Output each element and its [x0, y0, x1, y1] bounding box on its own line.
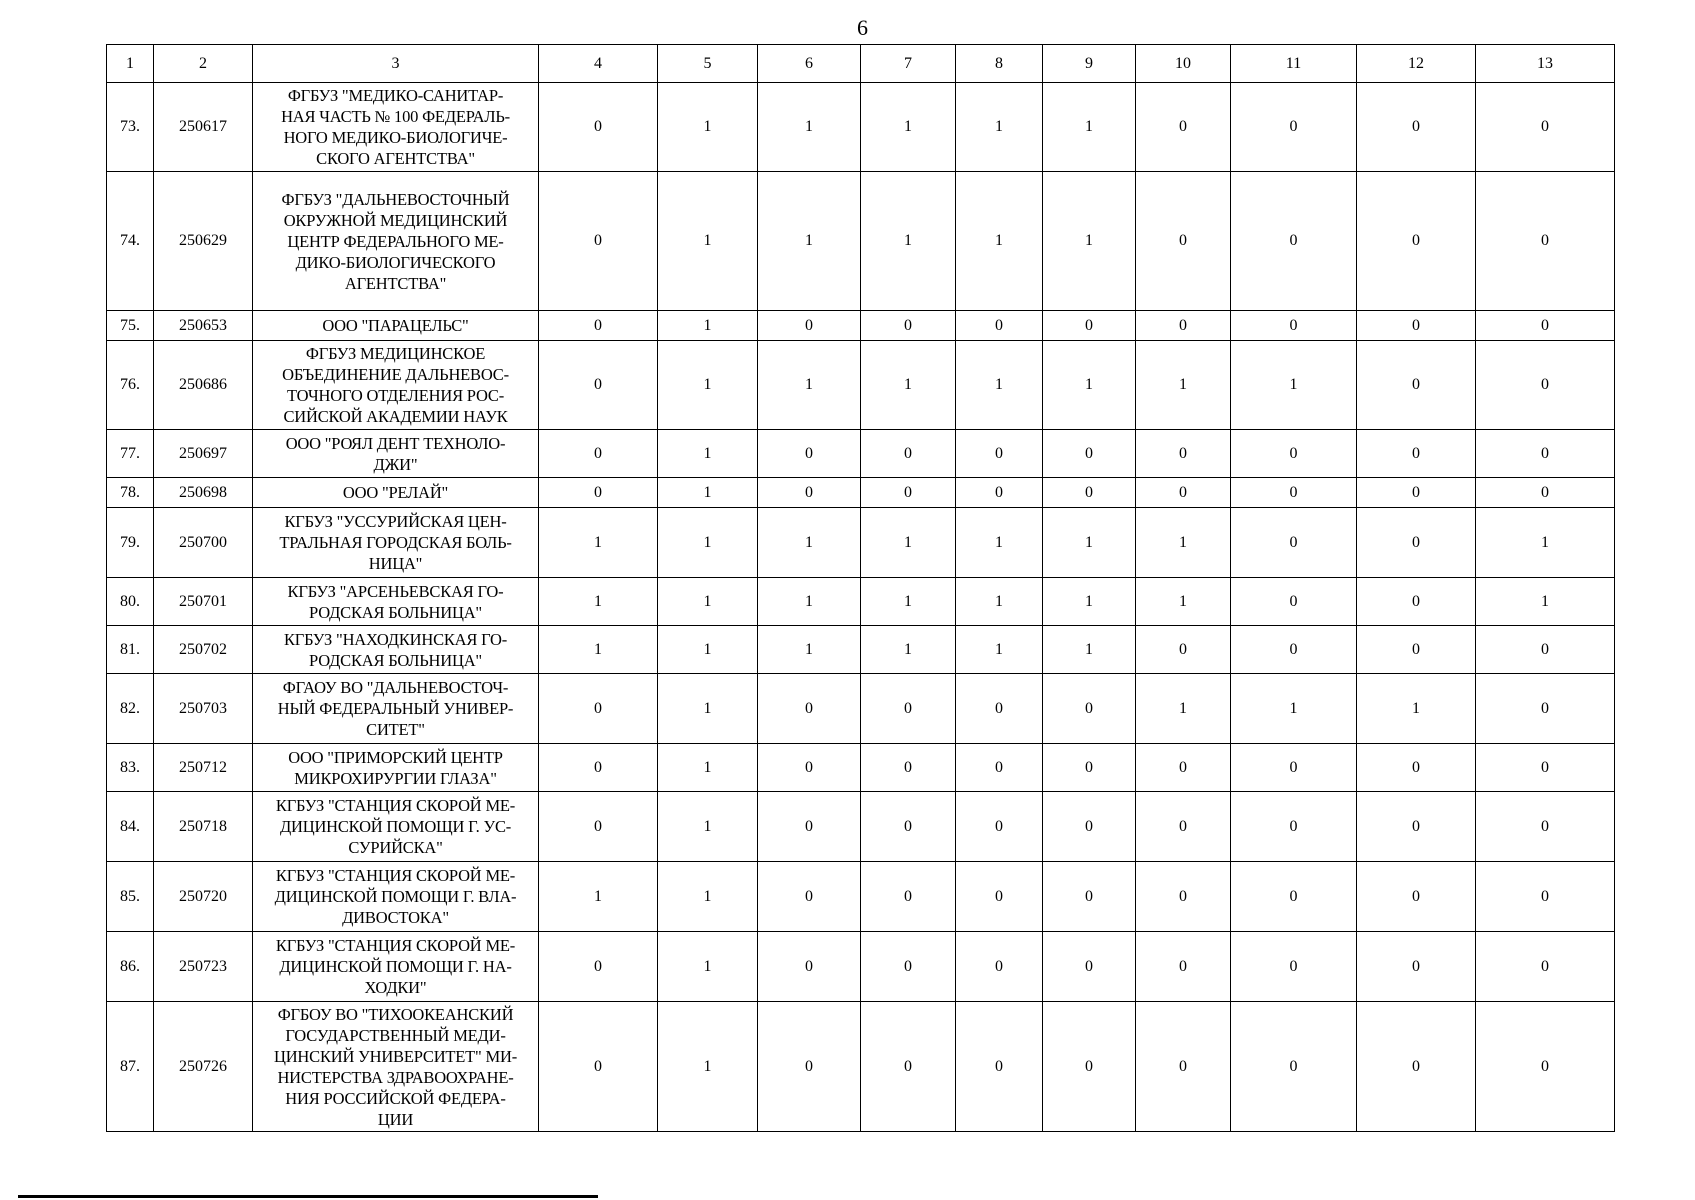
- value-cell: 1: [658, 430, 758, 478]
- table-body: [107, 83, 1615, 1132]
- table-row: [107, 932, 1615, 1002]
- org-name-line: КГБУЗ "СТАНЦИЯ СКОРОЙ МЕ-: [275, 866, 516, 885]
- org-name-line: НОГО МЕДИКО-БИОЛОГИЧЕ-: [283, 128, 508, 147]
- value-cell: 1: [1043, 341, 1136, 430]
- value-cell: 0: [539, 674, 658, 744]
- row-number-cell: 74.: [107, 172, 154, 311]
- org-name-line: ООО "ПАРАЦЕЛЬС": [322, 316, 469, 335]
- value-cell: 0: [758, 792, 861, 862]
- value-cell: 1: [861, 172, 956, 311]
- value-cell: 1: [658, 578, 758, 626]
- value-cell: 1: [1043, 83, 1136, 172]
- org-name-line: ТРАЛЬНАЯ ГОРОДСКАЯ БОЛЬ-: [279, 533, 512, 552]
- value-cell: 0: [1231, 172, 1357, 311]
- value-cell: 0: [956, 862, 1043, 932]
- value-cell: 0: [1231, 83, 1357, 172]
- value-cell: 0: [539, 311, 658, 341]
- header-cell: 3: [253, 45, 539, 83]
- value-cell: 1: [956, 626, 1043, 674]
- value-cell: 0: [956, 1002, 1043, 1132]
- org-name-line: ООО "РОЯЛ ДЕНТ ТЕХНОЛО-: [285, 433, 506, 453]
- org-name-line: ДИКО-БИОЛОГИЧЕСКОГО: [295, 252, 496, 272]
- value-cell: 0: [956, 311, 1043, 341]
- value-cell: 0: [861, 1002, 956, 1132]
- value-cell: 0: [1136, 744, 1231, 792]
- value-cell: 1: [1231, 674, 1357, 744]
- org-name-cell: [253, 341, 539, 430]
- org-code-cell: 250686: [154, 341, 253, 430]
- org-code-cell: 250617: [154, 83, 253, 172]
- table-row: [107, 430, 1615, 478]
- org-name-line: ФГБУЗ "МЕДИКО-САНИТАР-: [287, 86, 504, 105]
- value-cell: 0: [1357, 172, 1476, 311]
- value-cell: 0: [1043, 932, 1136, 1002]
- org-name-line: ДИВОСТОКА": [342, 908, 449, 927]
- value-cell: 0: [1136, 83, 1231, 172]
- value-cell: 0: [861, 674, 956, 744]
- value-cell: 0: [1136, 626, 1231, 674]
- value-cell: 1: [658, 792, 758, 862]
- value-cell: 0: [1231, 311, 1357, 341]
- table-row: [107, 508, 1615, 578]
- org-name-line: ООО "РЕЛАЙ": [342, 483, 449, 502]
- value-cell: 0: [1476, 744, 1615, 792]
- org-name-line: ГОСУДАРСТВЕННЫЙ МЕДИ-: [285, 1025, 506, 1045]
- value-cell: 1: [1136, 578, 1231, 626]
- table-row: [107, 341, 1615, 430]
- value-cell: 0: [1043, 744, 1136, 792]
- header-cell: 5: [658, 45, 758, 83]
- org-name-line: КГБУЗ "НАХОДКИНСКАЯ ГО-: [283, 629, 508, 649]
- value-cell: 0: [758, 674, 861, 744]
- value-cell: 0: [1231, 478, 1357, 508]
- value-cell: 1: [956, 83, 1043, 172]
- table-row: [107, 626, 1615, 674]
- org-code-cell: 250718: [154, 792, 253, 862]
- org-code-cell: 250712: [154, 744, 253, 792]
- value-cell: 1: [861, 341, 956, 430]
- value-cell: 0: [956, 478, 1043, 508]
- org-code-cell: 250653: [154, 311, 253, 341]
- value-cell: 0: [1043, 311, 1136, 341]
- value-cell: 1: [539, 578, 658, 626]
- org-name-cell: [253, 311, 539, 341]
- org-name-line: КГБУЗ "СТАНЦИЯ СКОРОЙ МЕ-: [275, 936, 516, 955]
- table-row: [107, 1002, 1615, 1132]
- org-name-cell: [253, 430, 539, 478]
- value-cell: 0: [539, 478, 658, 508]
- value-cell: 1: [1043, 172, 1136, 311]
- value-cell: 0: [956, 792, 1043, 862]
- value-cell: 1: [658, 932, 758, 1002]
- value-cell: 1: [658, 862, 758, 932]
- org-code-cell: 250702: [154, 626, 253, 674]
- org-code-cell: 250697: [154, 430, 253, 478]
- value-cell: 0: [956, 674, 1043, 744]
- org-name-cell: [253, 172, 539, 311]
- org-name-cell: [253, 792, 539, 862]
- header-cell: 4: [539, 45, 658, 83]
- org-name-line: ФГБОУ ВО "ТИХООКЕАНСКИЙ: [277, 1004, 514, 1024]
- value-cell: 1: [861, 578, 956, 626]
- value-cell: 0: [1357, 744, 1476, 792]
- org-name-line: ОКРУЖНОЙ МЕДИЦИНСКИЙ: [283, 210, 508, 230]
- org-name-line: НАЯ ЧАСТЬ № 100 ФЕДЕРАЛЬ-: [281, 107, 510, 126]
- value-cell: 0: [1231, 932, 1357, 1002]
- value-cell: 0: [1136, 311, 1231, 341]
- org-name-line: КГБУЗ "СТАНЦИЯ СКОРОЙ МЕ-: [275, 796, 516, 815]
- header-cell: 12: [1357, 45, 1476, 83]
- page-number: 6: [857, 15, 868, 40]
- org-name-line: СИТЕТ": [366, 720, 425, 739]
- org-name-line: ФГБУЗ "ДАЛЬНЕВОСТОЧНЫЙ: [281, 189, 510, 209]
- value-cell: 0: [1476, 674, 1615, 744]
- table-row: [107, 744, 1615, 792]
- value-cell: 0: [1357, 478, 1476, 508]
- value-cell: 0: [539, 83, 658, 172]
- value-cell: 1: [539, 508, 658, 578]
- value-cell: 1: [758, 172, 861, 311]
- value-cell: 0: [1476, 932, 1615, 1002]
- value-cell: 0: [1043, 430, 1136, 478]
- value-cell: 1: [1357, 674, 1476, 744]
- value-cell: 0: [1043, 478, 1136, 508]
- org-name-line: НИСТЕРСТВА ЗДРАВООХРАНЕ-: [277, 1067, 514, 1087]
- row-number-cell: 82.: [107, 674, 154, 744]
- org-code-cell: 250703: [154, 674, 253, 744]
- org-name-line: ФГАОУ ВО "ДАЛЬНЕВОСТОЧ-: [282, 678, 509, 697]
- value-cell: 1: [1476, 578, 1615, 626]
- value-cell: 0: [1476, 83, 1615, 172]
- value-cell: 0: [861, 932, 956, 1002]
- value-cell: 0: [758, 430, 861, 478]
- value-cell: 1: [658, 311, 758, 341]
- value-cell: 1: [1136, 508, 1231, 578]
- org-name-line: ХОДКИ": [364, 978, 427, 997]
- org-name-line: ТОЧНОГО ОТДЕЛЕНИЯ РОС-: [287, 386, 504, 405]
- value-cell: 0: [539, 744, 658, 792]
- value-cell: 0: [1043, 862, 1136, 932]
- value-cell: 0: [758, 478, 861, 508]
- org-name-line: СКОГО АГЕНТСТВА": [316, 149, 475, 168]
- org-name-line: СИЙСКОЙ АКАДЕМИИ НАУК: [283, 407, 508, 426]
- value-cell: 0: [956, 932, 1043, 1002]
- value-cell: 0: [539, 172, 658, 311]
- org-name-line: ОБЪЕДИНЕНИЕ ДАЛЬНЕВОС-: [282, 365, 509, 384]
- row-number-cell: 80.: [107, 578, 154, 626]
- value-cell: 0: [1231, 578, 1357, 626]
- table-row: [107, 792, 1615, 862]
- row-number-cell: 75.: [107, 311, 154, 341]
- org-name-cell: [253, 478, 539, 508]
- value-cell: 0: [956, 744, 1043, 792]
- table-row: [107, 311, 1615, 341]
- value-cell: 0: [861, 744, 956, 792]
- value-cell: 1: [658, 83, 758, 172]
- value-cell: 0: [758, 1002, 861, 1132]
- value-cell: 1: [1231, 341, 1357, 430]
- value-cell: 0: [1476, 792, 1615, 862]
- value-cell: 0: [758, 311, 861, 341]
- org-name-cell: [253, 674, 539, 744]
- org-name-line: НЫЙ ФЕДЕРАЛЬНЫЙ УНИВЕР-: [277, 699, 514, 718]
- value-cell: 1: [956, 578, 1043, 626]
- table-row: [107, 172, 1615, 311]
- header-row: [107, 45, 1615, 83]
- org-name-line: НИЯ РОССИЙСКОЙ ФЕДЕРА-: [285, 1088, 506, 1108]
- org-name-line: ДЖИ": [373, 454, 418, 474]
- value-cell: 1: [658, 1002, 758, 1132]
- org-name-line: ФГБУЗ МЕДИЦИНСКОЕ: [305, 344, 486, 363]
- value-cell: 0: [1476, 626, 1615, 674]
- value-cell: 0: [1231, 508, 1357, 578]
- value-cell: 1: [758, 341, 861, 430]
- header-cell: 8: [956, 45, 1043, 83]
- value-cell: 0: [1136, 1002, 1231, 1132]
- value-cell: 0: [1136, 792, 1231, 862]
- value-cell: 0: [1357, 508, 1476, 578]
- org-name-cell: [253, 1002, 539, 1132]
- value-cell: 0: [1231, 792, 1357, 862]
- value-cell: 0: [1231, 1002, 1357, 1132]
- org-name-line: НИЦА": [368, 554, 423, 573]
- org-name-cell: [253, 83, 539, 172]
- org-name-line: ДИЦИНСКОЙ ПОМОЩИ Г. УС-: [279, 817, 512, 836]
- value-cell: 1: [539, 862, 658, 932]
- value-cell: 1: [861, 508, 956, 578]
- value-cell: 0: [1357, 430, 1476, 478]
- org-name-cell: [253, 862, 539, 932]
- value-cell: 1: [1136, 674, 1231, 744]
- value-cell: 1: [658, 172, 758, 311]
- row-number-cell: 85.: [107, 862, 154, 932]
- org-name-cell: [253, 744, 539, 792]
- value-cell: 1: [861, 626, 956, 674]
- row-number-cell: 87.: [107, 1002, 154, 1132]
- value-cell: 0: [1476, 1002, 1615, 1132]
- row-number-cell: 83.: [107, 744, 154, 792]
- value-cell: 0: [1357, 626, 1476, 674]
- value-cell: 0: [1231, 862, 1357, 932]
- value-cell: 1: [1043, 626, 1136, 674]
- value-cell: 0: [861, 478, 956, 508]
- row-number-cell: 81.: [107, 626, 154, 674]
- header-cell: 11: [1231, 45, 1357, 83]
- row-number-cell: 73.: [107, 83, 154, 172]
- value-cell: 0: [539, 1002, 658, 1132]
- org-code-cell: 250701: [154, 578, 253, 626]
- value-cell: 0: [1357, 311, 1476, 341]
- org-name-line: МИКРОХИРУРГИИ ГЛАЗА": [294, 768, 497, 788]
- value-cell: 0: [1043, 674, 1136, 744]
- org-code-cell: 250629: [154, 172, 253, 311]
- value-cell: 1: [1476, 508, 1615, 578]
- org-code-cell: 250698: [154, 478, 253, 508]
- table-row: [107, 862, 1615, 932]
- value-cell: 1: [758, 626, 861, 674]
- org-name-cell: [253, 508, 539, 578]
- value-cell: 0: [1136, 478, 1231, 508]
- value-cell: 0: [1136, 172, 1231, 311]
- value-cell: 0: [1136, 430, 1231, 478]
- org-code-cell: 250700: [154, 508, 253, 578]
- value-cell: 0: [1136, 862, 1231, 932]
- header-cell: 1: [107, 45, 154, 83]
- org-name-cell: [253, 578, 539, 626]
- row-number-cell: 86.: [107, 932, 154, 1002]
- org-name-line: ЦИНСКИЙ УНИВЕРСИТЕТ" МИ-: [274, 1046, 517, 1066]
- table-row: [107, 83, 1615, 172]
- value-cell: 1: [658, 674, 758, 744]
- org-name-line: КГБУЗ "АРСЕНЬЕВСКАЯ ГО-: [287, 581, 504, 601]
- value-cell: 0: [1476, 341, 1615, 430]
- value-cell: 1: [956, 508, 1043, 578]
- row-number-cell: 79.: [107, 508, 154, 578]
- org-name-line: ООО "ПРИМОРСКИЙ ЦЕНТР: [288, 747, 503, 767]
- data-table: [106, 44, 1615, 1132]
- value-cell: 0: [1476, 172, 1615, 311]
- org-name-line: РОДСКАЯ БОЛЬНИЦА": [309, 650, 482, 670]
- table-row: [107, 478, 1615, 508]
- org-name-cell: [253, 626, 539, 674]
- value-cell: 1: [758, 508, 861, 578]
- value-cell: 1: [956, 341, 1043, 430]
- value-cell: 1: [658, 626, 758, 674]
- org-name-line: КГБУЗ "УССУРИЙСКАЯ ЦЕН-: [284, 512, 507, 531]
- org-name-cell: [253, 932, 539, 1002]
- value-cell: 1: [956, 172, 1043, 311]
- value-cell: 0: [758, 862, 861, 932]
- header-cell: 9: [1043, 45, 1136, 83]
- value-cell: 0: [539, 792, 658, 862]
- value-cell: 0: [1043, 1002, 1136, 1132]
- org-code-cell: 250726: [154, 1002, 253, 1132]
- value-cell: 0: [861, 311, 956, 341]
- org-code-cell: 250723: [154, 932, 253, 1002]
- value-cell: 1: [658, 478, 758, 508]
- org-name-line: ДИЦИНСКОЙ ПОМОЩИ Г. НА-: [279, 957, 512, 976]
- row-number-cell: 84.: [107, 792, 154, 862]
- value-cell: 1: [1136, 341, 1231, 430]
- org-name-line: СУРИЙСКА": [348, 838, 443, 857]
- value-cell: 0: [1357, 792, 1476, 862]
- org-name-line: РОДСКАЯ БОЛЬНИЦА": [309, 602, 482, 622]
- value-cell: 0: [1357, 578, 1476, 626]
- value-cell: 0: [758, 744, 861, 792]
- value-cell: 0: [1231, 626, 1357, 674]
- value-cell: 1: [758, 578, 861, 626]
- org-name-line: ДИЦИНСКОЙ ПОМОЩИ Г. ВЛА-: [274, 887, 517, 906]
- row-number-cell: 78.: [107, 478, 154, 508]
- org-name-line: ЦЕНТР ФЕДЕРАЛЬНОГО МЕ-: [287, 231, 504, 251]
- row-number-cell: 76.: [107, 341, 154, 430]
- table-row: [107, 578, 1615, 626]
- value-cell: 0: [539, 341, 658, 430]
- header-cell: 10: [1136, 45, 1231, 83]
- header-cell: 7: [861, 45, 956, 83]
- value-cell: 0: [1043, 792, 1136, 862]
- value-cell: 1: [658, 341, 758, 430]
- value-cell: 0: [1476, 478, 1615, 508]
- value-cell: 1: [1043, 508, 1136, 578]
- value-cell: 0: [1357, 932, 1476, 1002]
- value-cell: 0: [956, 430, 1043, 478]
- org-name-line: АГЕНТСТВА": [344, 273, 447, 293]
- value-cell: 0: [861, 862, 956, 932]
- value-cell: 0: [1357, 341, 1476, 430]
- value-cell: 0: [1357, 83, 1476, 172]
- org-code-cell: 250720: [154, 862, 253, 932]
- value-cell: 0: [539, 430, 658, 478]
- value-cell: 0: [539, 932, 658, 1002]
- org-name-line: ЦИИ: [377, 1109, 414, 1129]
- value-cell: 1: [758, 83, 861, 172]
- bottom-rule: [18, 1195, 598, 1198]
- value-cell: 1: [658, 508, 758, 578]
- value-cell: 0: [1357, 862, 1476, 932]
- value-cell: 1: [861, 83, 956, 172]
- value-cell: 1: [658, 744, 758, 792]
- row-number-cell: 77.: [107, 430, 154, 478]
- value-cell: 0: [1476, 862, 1615, 932]
- value-cell: 1: [539, 626, 658, 674]
- value-cell: 0: [1476, 430, 1615, 478]
- value-cell: 0: [861, 792, 956, 862]
- value-cell: 0: [1231, 744, 1357, 792]
- value-cell: 0: [1476, 311, 1615, 341]
- value-cell: 0: [861, 430, 956, 478]
- header-cell: 2: [154, 45, 253, 83]
- value-cell: 0: [1136, 932, 1231, 1002]
- table-row: [107, 674, 1615, 744]
- value-cell: 0: [758, 932, 861, 1002]
- value-cell: 0: [1357, 1002, 1476, 1132]
- value-cell: 0: [1231, 430, 1357, 478]
- header-cell: 13: [1476, 45, 1615, 83]
- header-cell: 6: [758, 45, 861, 83]
- value-cell: 1: [1043, 578, 1136, 626]
